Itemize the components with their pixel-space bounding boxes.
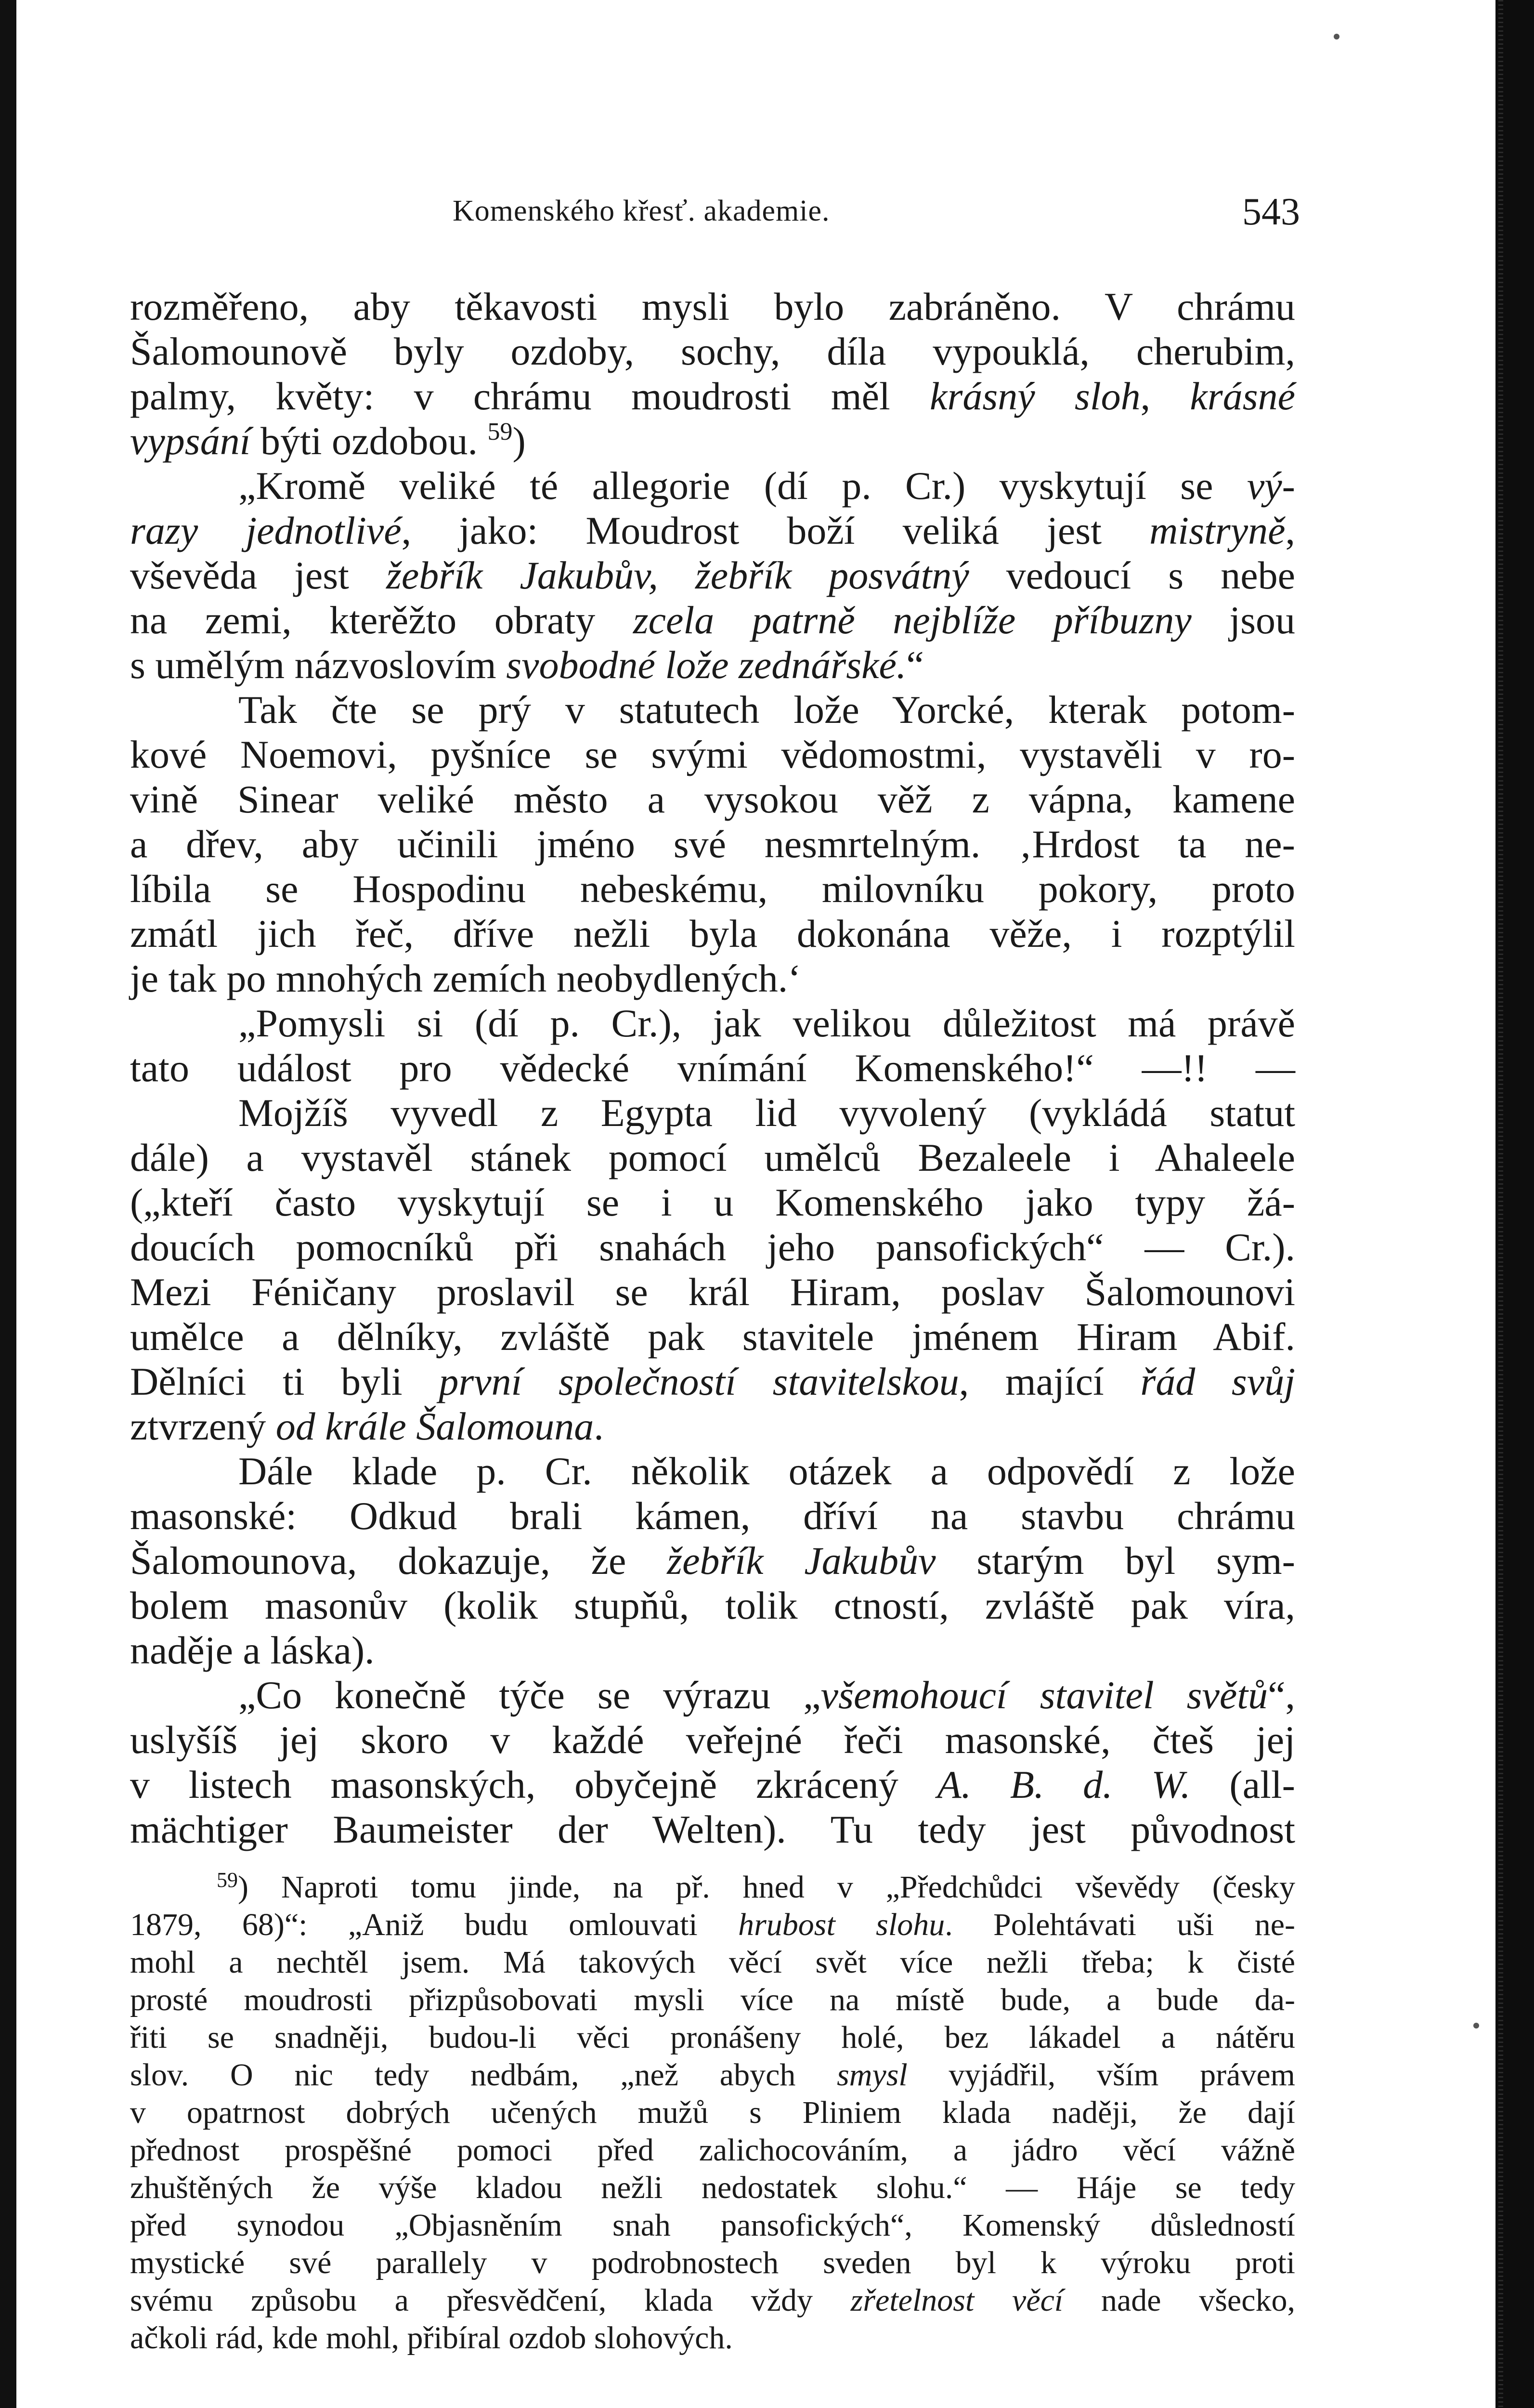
emphasis: svobodné lože zednářské. xyxy=(506,643,907,687)
paragraph-2 xyxy=(130,463,1295,687)
emphasis: žebřík Jakubův xyxy=(667,1539,936,1583)
text-line: Tak čte se prý v statutech lože Yorcké, kterak potom- xyxy=(238,688,1295,732)
text-line: „Pomysli si (dí p. Cr.), jak velikou důležitost má právě xyxy=(238,1001,1295,1045)
text-line: tato událost pro vědecké vnímání Komenského!“ —!! — xyxy=(130,1046,1295,1090)
scan-speck xyxy=(1334,34,1339,39)
text-line: zmátl jich řeč, dříve nežli byla dokonána věže, i rozptýlil xyxy=(130,912,1295,955)
footnote-line: prosté moudrosti přizpůsobovati mysli více na místě bude, a bude da- xyxy=(130,1982,1295,2017)
footnote-line: v opatrnost dobrých učených mužů s Pliniem klada naději, že dají xyxy=(130,2095,1295,2130)
text-line: vině Sinear veliké město a vysokou věž z vápna, kamene xyxy=(130,777,1295,821)
text-line: s umělým názvoslovím svobodné lože zednářské.“ xyxy=(130,643,924,687)
scan-border-right xyxy=(1495,0,1534,2408)
text-line: mächtiger Baumeister der Welten). Tu tedy jest původnost xyxy=(130,1807,1295,1851)
emphasis: krásné xyxy=(1190,374,1296,418)
running-title: Komenského křesť. akademie. xyxy=(453,195,830,227)
footnote-line: před synodou „Objasněním snah pansofických“, Komenský důsledností xyxy=(130,2208,1295,2243)
footnote-line: slov. O nic tedy nedbám, „než abych smysl vyjádřil, vším právem xyxy=(130,2057,1295,2093)
footnote-line: přednost prospěšné pomoci před zalichocováním, a jádro věcí vážně xyxy=(130,2133,1295,2168)
text-line: a dřev, aby učinili jméno své nesmrtelným. ‚Hrdost ta ne- xyxy=(130,822,1295,866)
emphasis: mistryně xyxy=(1149,509,1286,552)
footnote-line: mohl a nechtěl jsem. Má takových věcí svět více nežli třeba; k čisté xyxy=(130,1945,1295,1980)
text-line: dále) a vystavěl stánek pomocí umělců Bezaleele i Ahaleele xyxy=(130,1136,1295,1179)
paragraph-4 xyxy=(130,1001,1295,1090)
footnote-line: 1879, 68)“: „Aniž budu omlouvati hrubost slohu. Polehtávati uši ne- xyxy=(130,1907,1296,1942)
paragraph-7 xyxy=(130,1673,1295,1852)
scan-speck xyxy=(1473,2023,1479,2028)
text-line: masonské: Odkud brali kámen, dříví na stavbu chrámu xyxy=(130,1494,1295,1538)
emphasis: hrubost slohu xyxy=(738,1907,945,1942)
emphasis: smysl xyxy=(837,2057,908,2093)
footnote-ref: 59 xyxy=(487,418,513,445)
text-line: je tak po mnohých zemích neobydlených.‘ xyxy=(130,956,801,1000)
text-line: kové Noemovi, pyšníce se svými vědomostmi, vystavěli v ro- xyxy=(130,733,1295,776)
text-line: bolem masonův (kolik stupňů, tolik ctností, zvláště pak víra, xyxy=(130,1584,1295,1627)
text-line: Mezi Féničany proslavil se král Hiram, poslav Šalomounovi xyxy=(130,1270,1295,1314)
emphasis: zcela patrně nejblíže příbuzny xyxy=(633,598,1192,642)
emphasis: od krále Šalomouna xyxy=(275,1404,594,1448)
text-line: líbila se Hospodinu nebeskému, milovníku pokory, proto xyxy=(130,867,1295,911)
emphasis: žebřík Jakubův, žebřík posvátný xyxy=(386,553,969,597)
text-line: Mojžíš vyvedl z Egypta lid vyvolený (vykládá statut xyxy=(238,1091,1295,1135)
emphasis: krásný sloh xyxy=(930,374,1141,418)
text-line: „Co konečně týče se výrazu „všemohoucí stavitel světů“, xyxy=(238,1673,1295,1717)
emphasis: vypsání xyxy=(130,419,251,463)
text-line: Šalomounova, dokazuje, že žebřík Jakubův starým byl sym- xyxy=(130,1539,1295,1583)
text-line: vševěda jest žebřík Jakubův, žebřík posvátný vedoucí s nebe xyxy=(130,553,1295,597)
text-line: palmy, květy: v chrámu moudrosti měl krásný sloh, krásné xyxy=(130,374,1296,418)
footnote-line: mystické své parallely v podrobnostech sveden byl k výroku proti xyxy=(130,2245,1295,2280)
footnote-line: zhuštěných že výše kladou nežli nedostatek slohu.“ — Háje se tedy xyxy=(130,2170,1295,2205)
text-line: naděje a láska). xyxy=(130,1628,375,1672)
footnote-line: ačkoli rád, kde mohl, přibíral ozdob slohových. xyxy=(130,2320,733,2356)
page-header xyxy=(453,190,1300,234)
page-number: 543 xyxy=(1242,191,1300,233)
paragraph-6 xyxy=(130,1449,1295,1673)
text-line: Šalomounově byly ozdoby, sochy, díla vypouklá, cherubim, xyxy=(130,329,1295,373)
text-line: rozměřeno, aby těkavosti mysli bylo zabráněno. V chrámu xyxy=(130,285,1295,328)
text-line: razy jednotlivé, jako: Moudrost boží veliká jest mistryně, xyxy=(130,509,1295,552)
text-line: v listech masonských, obyčejně zkrácený A. B. d. W. (all- xyxy=(130,1763,1295,1806)
emphasis: řád svůj xyxy=(1140,1360,1296,1403)
text-line: umělce a dělníky, zvláště pak stavitele jménem Hiram Abif. xyxy=(130,1315,1295,1359)
text-line: Dělníci ti byli první společností stavitelskou, mající řád svůj xyxy=(130,1360,1296,1403)
text-line: doucích pomocníků při snahách jeho pansofických“ — Cr.). xyxy=(130,1225,1295,1269)
text-line: na zemi, kterěžto obraty zcela patrně nejblíže příbuzny jsou xyxy=(130,598,1295,642)
emphasis: A. B. d. W. xyxy=(937,1763,1191,1806)
emphasis: vý- xyxy=(1247,464,1295,508)
footnote-line: řiti se snadněji, budou-li věci pronášeny holé, bez lákadel a nátěru xyxy=(130,2020,1295,2055)
paragraph-1 xyxy=(130,284,1295,463)
text-line: („kteří často vyskytují se i u Komenského jako typy žá- xyxy=(130,1180,1295,1224)
emphasis: první společností stavitelskou xyxy=(439,1360,959,1403)
footnote-line: svému způsobu a přesvědčení, klada vždy zřetelnost věcí nade všecko, xyxy=(130,2283,1296,2318)
scan-border-left xyxy=(0,0,16,2408)
text-line: ztvrzený od krále Šalomouna. xyxy=(130,1404,604,1448)
emphasis: zřetelnost věcí xyxy=(850,2283,1064,2318)
text-line: uslyšíš jej skoro v každé veřejné řeči masonské, čteš jej xyxy=(130,1718,1295,1762)
footnote-line: $^{59}$) Naproti tomu jinde, na př. hned v „Předchůdci vševědy (česky xyxy=(217,1868,1295,1905)
text-line: Dále klade p. Cr. několik otázek a odpovědí z lože xyxy=(238,1449,1295,1493)
emphasis: všemohoucí stavitel světů xyxy=(820,1673,1268,1717)
text-line: vypsání býti ozdobou. $^{59}$) xyxy=(130,418,526,463)
footnote-marker: 59 xyxy=(217,1868,238,1892)
footnote-59 xyxy=(130,1869,1295,2357)
emphasis: razy jednotlivé xyxy=(130,509,402,552)
paragraph-5 xyxy=(130,1090,1295,1449)
text-line: „Kromě veliké té allegorie (dí p. Cr.) vyskytují se vý- xyxy=(238,464,1295,508)
body-text xyxy=(130,284,1295,1852)
paragraph-3 xyxy=(130,687,1295,1001)
